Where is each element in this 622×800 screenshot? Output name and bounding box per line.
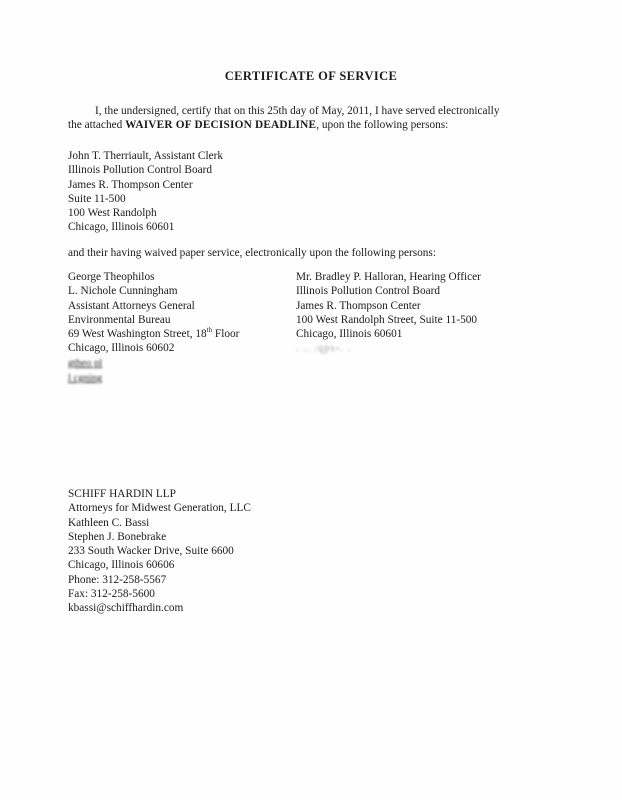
address-line: Assistant Attorneys General: [68, 299, 195, 312]
document-title: CERTIFICATE OF SERVICE: [224, 69, 398, 83]
address-line: 100 West Randolph Street, Suite 11-500: [296, 313, 478, 326]
email-line: kbassi@schiffhardin.com: [68, 602, 184, 615]
intro-paragraph: [68, 104, 568, 133]
signature-line: Attorneys for Midwest Generation, LLC: [68, 502, 251, 515]
address-line: Chicago, Illinois 60602: [68, 342, 175, 355]
address-line: Chicago, Illinois 60601: [296, 328, 403, 341]
address-line: Illinois Pollution Control Board: [296, 285, 441, 298]
intro-line-2: [68, 119, 448, 131]
address-line: George Theophilos: [68, 271, 155, 283]
illegible-email-link: l cgning: [68, 373, 103, 385]
law-firm-name: SCHIFF HARDIN LLP: [68, 488, 176, 500]
signature-line: Kathleen C. Bassi: [68, 516, 150, 529]
street-ordinal-superscript: th: [206, 326, 213, 335]
address-line-street: [68, 327, 239, 341]
address-line: 100 West Randolph: [68, 207, 157, 220]
street-suffix: Floor: [212, 328, 240, 341]
address-line: James R. Thompson Center: [68, 178, 193, 191]
address-line: Suite 11-500: [68, 192, 126, 205]
address-line: James R. Thompson Center: [296, 299, 421, 312]
address-line: Illinois Pollution Control Board: [68, 164, 213, 177]
address-line: Chicago, Illinois 60601: [68, 221, 175, 234]
address-line: John T. Therriault, Assistant Clerk: [68, 150, 224, 162]
street-prefix: 69 West Washington Street, 18: [68, 328, 207, 341]
phone-line: Phone: 312-258-5567: [68, 573, 167, 586]
faded-illegible-text: . .. :qps›. .: [296, 343, 351, 355]
waiver-of-decision-deadline-bold: WAIVER OF DECISION DEADLINE: [125, 119, 317, 132]
recipient-left-column: [68, 270, 239, 386]
address-line: Environmental Bureau: [68, 313, 171, 326]
signature-block: [68, 487, 251, 616]
signature-line: Chicago, Illinois 60606: [68, 559, 175, 572]
intro-line-1: I, the undersigned, certify that on this 25th day of May, 2011, I have served electronically: [95, 105, 500, 117]
signature-line: 233 South Wacker Drive, Suite 6600: [68, 545, 234, 558]
recipient-right-column: [296, 270, 481, 357]
recipient-primary-address: [68, 149, 223, 235]
fax-line: Fax: 312-258-5600: [68, 588, 155, 601]
illegible-email-link: gtheo pl: [68, 357, 103, 369]
signature-line: Stephen J. Bonebrake: [68, 530, 167, 543]
waiver-service-sentence: and their having waived paper service, electronically upon the following persons:: [68, 247, 436, 259]
intro-line2-prefix: the attached: [68, 119, 126, 132]
address-line: L. Nichole Cunningham: [68, 285, 178, 298]
address-line: Mr. Bradley P. Halloran, Hearing Officer: [296, 271, 481, 283]
intro-line2-suffix: , upon the following persons:: [316, 119, 449, 132]
